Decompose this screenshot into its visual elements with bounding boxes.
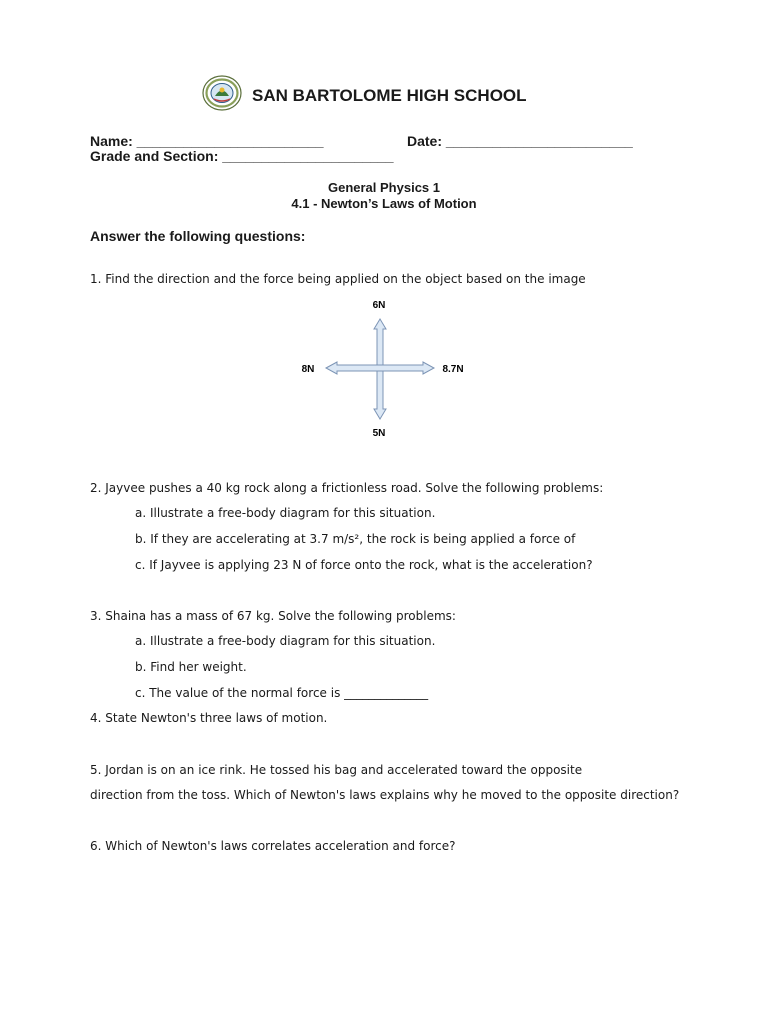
force-label-left: 8N bbox=[301, 364, 315, 375]
school-name: SAN BARTOLOME HIGH SCHOOL bbox=[252, 86, 527, 105]
grade-section-field-line: Grade and Section: ______________________ bbox=[90, 148, 394, 164]
question-5-line-1: 5. Jordan is on an ice rink. He tossed his bag and accelerated toward the opposite bbox=[90, 763, 583, 777]
subject-title: General Physics 1 bbox=[327, 180, 440, 195]
force-diagram bbox=[290, 295, 480, 445]
name-field-line: Name: ________________________ bbox=[90, 133, 324, 149]
question-3b: b. Find her weight. bbox=[135, 660, 247, 674]
question-3a: a. Illustrate a free-body diagram for this situation. bbox=[135, 634, 436, 648]
lesson-title: 4.1 - Newton’s Laws of Motion bbox=[291, 196, 477, 211]
force-label-right: 8.7N bbox=[442, 364, 464, 375]
question-2c: c. If Jayvee is applying 23 N of force onto the rock, what is the acceleration? bbox=[135, 558, 593, 572]
question-1: 1. Find the direction and the force being applied on the object based on the image bbox=[90, 272, 586, 286]
question-3c: c. The value of the normal force is ______________ bbox=[135, 686, 429, 700]
force-label-up: 6N bbox=[372, 300, 386, 311]
instructions-heading: Answer the following questions: bbox=[90, 228, 306, 244]
question-3: 3. Shaina has a mass of 67 kg. Solve the following problems: bbox=[90, 609, 456, 623]
force-label-down: 5N bbox=[372, 428, 386, 439]
question-5-line-2: direction from the toss. Which of Newton's laws explains why he moved to the opposite direction? bbox=[90, 788, 680, 802]
question-4: 4. State Newton's three laws of motion. bbox=[90, 711, 328, 725]
date-field-line: Date: ________________________ bbox=[407, 133, 633, 149]
question-2a: a. Illustrate a free-body diagram for this situation. bbox=[135, 506, 436, 520]
school-seal-icon bbox=[202, 75, 242, 111]
question-6: 6. Which of Newton's laws correlates acceleration and force? bbox=[90, 839, 456, 853]
question-2b: b. If they are accelerating at 3.7 m/s², the rock is being applied a force of bbox=[135, 532, 576, 546]
question-2: 2. Jayvee pushes a 40 kg rock along a frictionless road. Solve the following problems: bbox=[90, 481, 604, 495]
